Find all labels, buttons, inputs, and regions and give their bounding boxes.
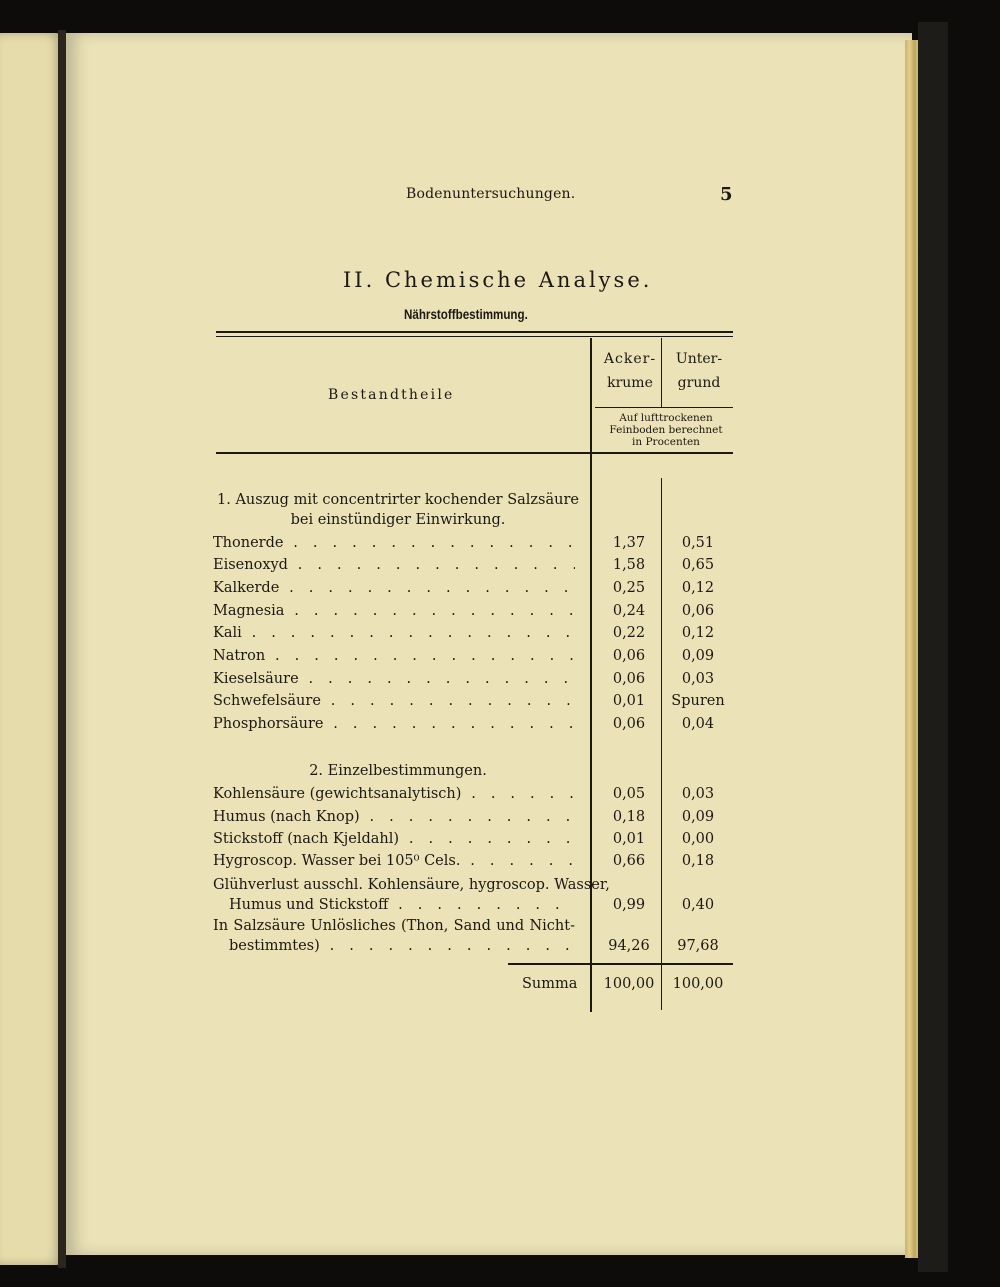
table-top-rule — [216, 331, 733, 333]
table-row — [213, 716, 733, 738]
value-ackerkrume: 0,99 — [612, 897, 646, 913]
page-stack-edge — [905, 40, 919, 1258]
row-label-line1: Glühverlust ausschl. Kohlensäure, hygroscop. Wasser, — [213, 877, 610, 893]
row-label: Kohlensäure (gewichtsanalytisch) . . . — [213, 786, 575, 802]
row-label: Schwefelsäure . . . — [213, 693, 575, 709]
table-top-rule-thin — [216, 336, 733, 337]
row-label: Kalkerde . . . — [213, 580, 575, 596]
value-ackerkrume: 0,06 — [612, 648, 646, 664]
table-row — [213, 693, 733, 715]
value-untergrund: 0,03 — [681, 786, 715, 802]
sum-untergrund: 100,00 — [672, 976, 724, 992]
value-untergrund: 0,51 — [681, 535, 715, 551]
page-number: 5 — [720, 184, 733, 205]
table-row — [213, 831, 733, 853]
row-label: Eisenoxyd . . . — [213, 557, 575, 573]
value-ackerkrume: 0,18 — [612, 809, 646, 825]
table-row — [213, 535, 733, 557]
row-label: Phosphorsäure . . . — [213, 716, 575, 732]
group-heading-salzsaeure — [213, 490, 583, 530]
value-untergrund: 0,40 — [681, 897, 715, 913]
table-row — [213, 603, 733, 625]
table-row — [213, 671, 733, 693]
table-row — [213, 557, 733, 579]
table-row — [213, 877, 733, 919]
value-ackerkrume: 0,06 — [612, 671, 646, 687]
value-ackerkrume: 0,06 — [612, 716, 646, 732]
table-row — [213, 918, 733, 960]
value-ackerkrume: 0,01 — [612, 831, 646, 847]
header-bottom-rule — [216, 452, 733, 454]
column-header-bestandtheile: Bestandtheile — [328, 387, 455, 403]
column-header-ackerkrume-line2: krume — [607, 375, 653, 391]
unit-note-rule — [595, 407, 733, 408]
section-title: II. Chemische Analyse. — [343, 268, 653, 292]
row-label: Natron . . . — [213, 648, 575, 664]
value-untergrund: Spuren — [671, 693, 725, 709]
row-label-line2: Humus und Stickstoff . . . — [229, 897, 575, 913]
value-ackerkrume: 1,37 — [612, 535, 646, 551]
value-ackerkrume: 0,24 — [612, 603, 646, 619]
table-row — [213, 786, 733, 808]
running-head: Bodenuntersuchungen. — [406, 186, 576, 202]
value-ackerkrume: 0,01 — [612, 693, 646, 709]
table-subtitle: Nährstoffbestimmung. — [404, 307, 528, 322]
row-label: Stickstoff (nach Kjeldahl) . . . — [213, 831, 575, 847]
book-cover — [918, 22, 948, 1272]
column-divider-header — [661, 338, 662, 408]
row-label: Kali . . . — [213, 625, 575, 641]
value-untergrund: 0,09 — [681, 809, 715, 825]
row-label: Humus (nach Knop) . . . — [213, 809, 575, 825]
table-row — [213, 625, 733, 647]
value-ackerkrume: 0,05 — [612, 786, 646, 802]
group-heading-einzelbestimmungen: 2. Einzelbestimmungen. — [309, 763, 487, 779]
value-ackerkrume: 0,66 — [612, 853, 646, 869]
value-ackerkrume: 1,58 — [612, 557, 646, 573]
left-page-edge — [0, 33, 62, 1265]
unit-note — [596, 412, 736, 448]
value-untergrund: 0,65 — [681, 557, 715, 573]
sum-label: Summa — [522, 976, 578, 992]
group-heading-line: bei einstündiger Einwirkung. — [290, 512, 506, 528]
value-untergrund: 0,06 — [681, 603, 715, 619]
value-untergrund: 0,12 — [681, 580, 715, 596]
unit-note-line: Auf lufttrockenen — [619, 412, 713, 424]
value-untergrund: 0,04 — [681, 716, 715, 732]
row-label-line1: In Salzsäure Unlösliches (Thon, Sand und Nicht- — [213, 918, 575, 934]
column-header-ackerkrume-line1: Acker- — [603, 351, 657, 367]
row-label: Magnesia . . . — [213, 603, 575, 619]
value-ackerkrume: 94,26 — [608, 938, 650, 954]
value-untergrund: 0,09 — [681, 648, 715, 664]
value-ackerkrume: 0,25 — [612, 580, 646, 596]
row-label: Hygroscop. Wasser bei 105⁰ Cels. . . . — [213, 853, 575, 869]
value-untergrund: 0,18 — [681, 853, 715, 869]
sum-ackerkrume: 100,00 — [603, 976, 655, 992]
table-row — [213, 580, 733, 602]
row-label: Thonerde . . . — [213, 535, 575, 551]
book-gutter — [58, 30, 66, 1268]
row-label: Kieselsäure . . . — [213, 671, 575, 687]
value-untergrund: 97,68 — [677, 938, 719, 954]
sum-rule — [508, 963, 733, 965]
value-ackerkrume: 0,22 — [612, 625, 646, 641]
table-row — [213, 809, 733, 831]
column-header-untergrund-line2: grund — [677, 375, 721, 391]
unit-note-line: in Procenten — [632, 436, 700, 448]
group-heading-line: 1. Auszug mit concentrirter kochender Salzsäure — [217, 492, 579, 508]
unit-note-line: Feinboden berechnet — [609, 424, 723, 436]
value-untergrund: 0,00 — [681, 831, 715, 847]
value-untergrund: 0,03 — [681, 671, 715, 687]
table-row — [213, 853, 733, 875]
column-header-untergrund-line1: Unter- — [675, 351, 723, 367]
value-untergrund: 0,12 — [681, 625, 715, 641]
table-row — [213, 648, 733, 670]
row-label-line2: bestimmtes) . . . — [229, 938, 575, 954]
